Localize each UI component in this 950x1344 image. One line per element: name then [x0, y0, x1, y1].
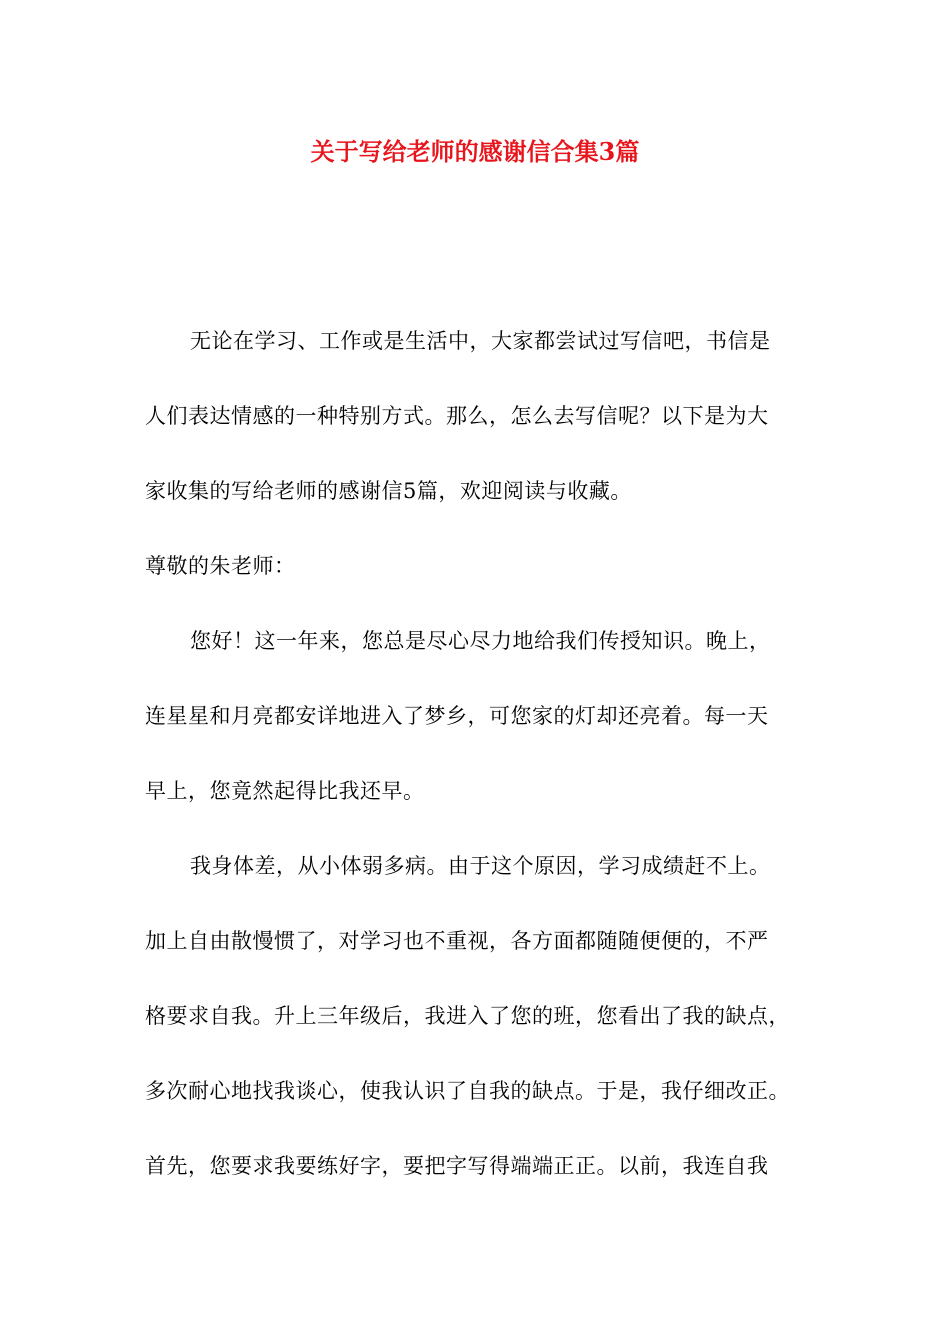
paragraph-line: 加上自由散慢惯了，对学习也不重视，各方面都随随便便的，不严 — [145, 929, 769, 953]
paragraph-line: 您好！这一年来，您总是尽心尽力地给我们传授知识。晚上， — [190, 629, 771, 653]
paragraph-line: 家收集的写给老师的感谢信5篇，欢迎阅读与收藏。 — [145, 479, 632, 503]
paragraph-line: 格要求自我。升上三年级后，我进入了您的班，您看出了我的缺点， — [145, 1004, 790, 1028]
paragraph-line: 首先，您要求我要练好字，要把字写得端端正正。以前，我连自我 — [145, 1154, 769, 1178]
paragraph-line: 连星星和月亮都安详地进入了梦乡，可您家的灯却还亮着。每一天 — [145, 704, 769, 728]
document-title: 关于写给老师的感谢信合集3篇 — [310, 137, 640, 166]
salutation-line: 尊敬的朱老师： — [145, 554, 296, 578]
paragraph-line: 人们表达情感的一种特别方式。那么，怎么去写信呢？以下是为大 — [145, 404, 769, 428]
paragraph-line: 多次耐心地找我谈心，使我认识了自我的缺点。于是，我仔细改正。 — [145, 1079, 790, 1103]
paragraph-line: 我身体差，从小体弱多病。由于这个原因，学习成绩赶不上。 — [190, 854, 771, 878]
paragraph-line: 无论在学习、工作或是生活中，大家都尝试过写信吧，书信是 — [190, 329, 771, 353]
paragraph-line: 早上，您竟然起得比我还早。 — [145, 779, 425, 803]
